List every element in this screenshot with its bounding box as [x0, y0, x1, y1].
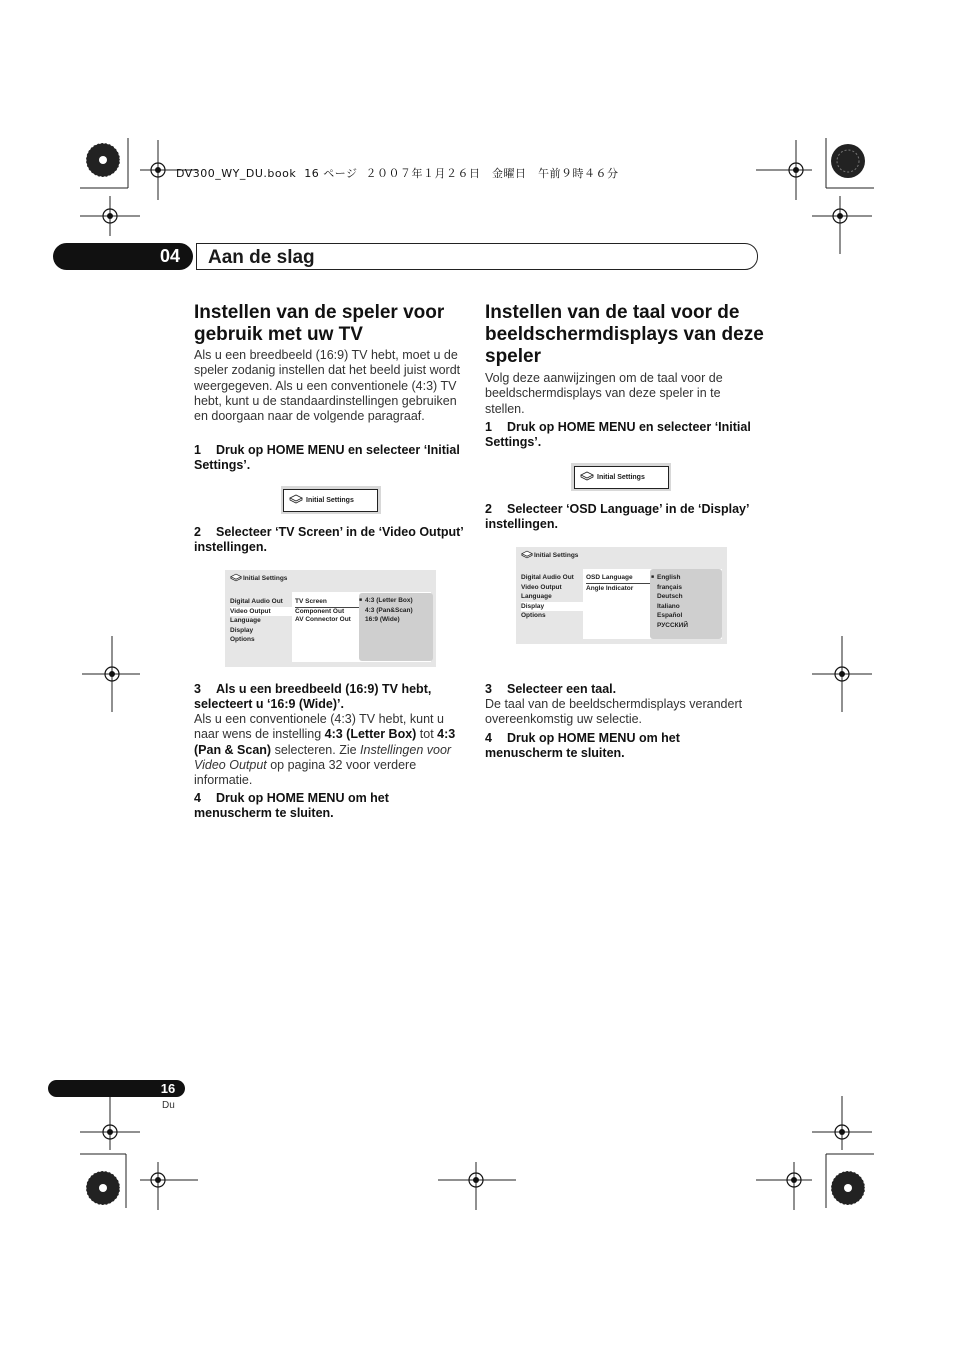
- step-text: Selecteer ‘OSD Language’ in de ‘Display’ instellingen.: [485, 502, 749, 532]
- bold-run: 4:3 (Pan & Scan): [194, 727, 456, 757]
- initial-settings-menu-right: [574, 466, 669, 489]
- print-header: DV300_WY_DU.book 16 ページ ２００７年１月２６日 金曜日 午前９時４６分: [176, 167, 619, 180]
- step-number: 3: [194, 682, 201, 696]
- step-text: Druk op HOME MENU en selecteer ‘Initial Settings’.: [485, 420, 751, 450]
- initial-settings-menu-left: [283, 489, 378, 512]
- step-text: Druk op HOME MENU om het menuscherm te sluiten.: [485, 731, 680, 761]
- italic-run: Instellingen voor Video Output: [194, 742, 452, 772]
- category-list: [521, 573, 585, 621]
- tv-screen-settings-screenshot: [225, 570, 436, 667]
- step-number: 4: [485, 731, 492, 745]
- option-item: ■ English: [657, 573, 688, 583]
- option-list: [365, 596, 413, 625]
- category-item: Display: [230, 626, 254, 634]
- option-item: 4:3 (Pan&Scan): [365, 606, 413, 614]
- step-number: 2: [194, 525, 201, 539]
- category-item: Language: [521, 593, 552, 601]
- item-list: [586, 573, 650, 593]
- left-intro: Als u een breedbeeld (16:9) TV hebt, moet u de speler zodanig instellen dat het beeld juist wordt weergegeven. Als u een conventionele (4:3) TV hebt, kunt u de standaardinstellingen gebruiken en doorgaan naar de volgende paragraaf.: [194, 348, 461, 424]
- right-step-2: [485, 502, 760, 533]
- left-step-3: [194, 682, 466, 713]
- chapter-title: Aan de slag: [208, 247, 315, 268]
- item: Component Out: [295, 607, 345, 615]
- left-heading: Instellen van de speler voor gebruik met uw TV: [194, 302, 445, 345]
- category-item: Digital Audio Out: [230, 598, 283, 605]
- option-item: Español: [657, 612, 683, 620]
- step-number: 1: [194, 443, 201, 457]
- osd-language-settings-screenshot: [516, 547, 727, 644]
- bold-run: 4:3 (Letter Box): [324, 727, 417, 742]
- step-text: Druk op HOME MENU en selecteer ‘Initial Settings’.: [194, 443, 460, 473]
- screen-title: Initial Settings: [534, 552, 579, 559]
- category-list: [230, 597, 294, 645]
- step-number: 2: [485, 502, 492, 516]
- text-run: tot: [416, 727, 438, 742]
- right-intro: Volg deze aanwijzingen om de taal voor de beeldschermdisplays van deze speler in te stellen.: [485, 371, 723, 416]
- option-item: français: [657, 583, 682, 591]
- option-item: Deutsch: [657, 593, 683, 601]
- item: TV Screen: [295, 597, 359, 608]
- right-step-4: [485, 731, 760, 762]
- category-item: Video Output: [230, 607, 294, 617]
- category-item: Video Output: [521, 583, 562, 591]
- option-list: [657, 573, 688, 631]
- text-run: selecteren. Zie: [271, 742, 361, 757]
- right-step-3-body: De taal van de beeldschermdisplays verandert overeenkomstig uw selectie.: [485, 697, 743, 727]
- left-step-2: [194, 525, 466, 556]
- right-step-3: [485, 682, 760, 697]
- step-text: Als u een breedbeeld (16:9) TV hebt, selecteert u ‘16:9 (Wide)’.: [194, 682, 432, 712]
- step-number: 3: [485, 682, 492, 696]
- settings-icon: [580, 471, 594, 483]
- settings-icon: [230, 573, 242, 584]
- page-language: Du: [162, 1100, 175, 1111]
- option-item: ■ 4:3 (Letter Box): [365, 596, 413, 606]
- item: Angle Indicator: [586, 584, 634, 592]
- step-text: Selecteer een taal.: [507, 682, 617, 696]
- menu-label: Initial Settings: [597, 474, 645, 481]
- step-text: Selecteer ‘TV Screen’ in de ‘Video Output’ instellingen.: [194, 525, 464, 555]
- page-number: 16: [160, 1081, 176, 1096]
- category-item: Language: [230, 617, 261, 625]
- category-item: Digital Audio Out: [521, 574, 574, 581]
- category-item: Display: [521, 602, 585, 612]
- left-step-3-body: [194, 712, 466, 788]
- menu-label: Initial Settings: [306, 497, 354, 504]
- settings-icon: [289, 494, 303, 506]
- option-item: РУССКИЙ: [657, 621, 688, 629]
- screen-title: Initial Settings: [243, 575, 288, 582]
- option-item: 16:9 (Wide): [365, 616, 400, 624]
- settings-icon: [521, 550, 533, 561]
- step-number: 1: [485, 420, 492, 434]
- text-run: Als u een conventionele (4:3) TV hebt, kunt u naar wens de instelling: [194, 712, 444, 742]
- item: OSD Language: [586, 573, 650, 584]
- category-item: Options: [230, 636, 255, 644]
- category-item: Options: [521, 612, 546, 620]
- option-item: Italiano: [657, 602, 680, 610]
- right-step-1: [485, 420, 760, 451]
- text-run: op pagina 32 voor verdere informatie.: [194, 757, 417, 788]
- chapter-number: 04: [159, 246, 181, 266]
- left-step-1: [194, 443, 466, 474]
- step-text: Druk op HOME MENU om het menuscherm te sluiten.: [194, 791, 389, 821]
- step-number: 4: [194, 791, 201, 805]
- item-list: [295, 597, 359, 624]
- item: AV Connector Out: [295, 615, 351, 623]
- right-heading: Instellen van de taal voor de beeldschermdisplays van deze speler: [485, 302, 764, 367]
- left-step-4: [194, 791, 466, 822]
